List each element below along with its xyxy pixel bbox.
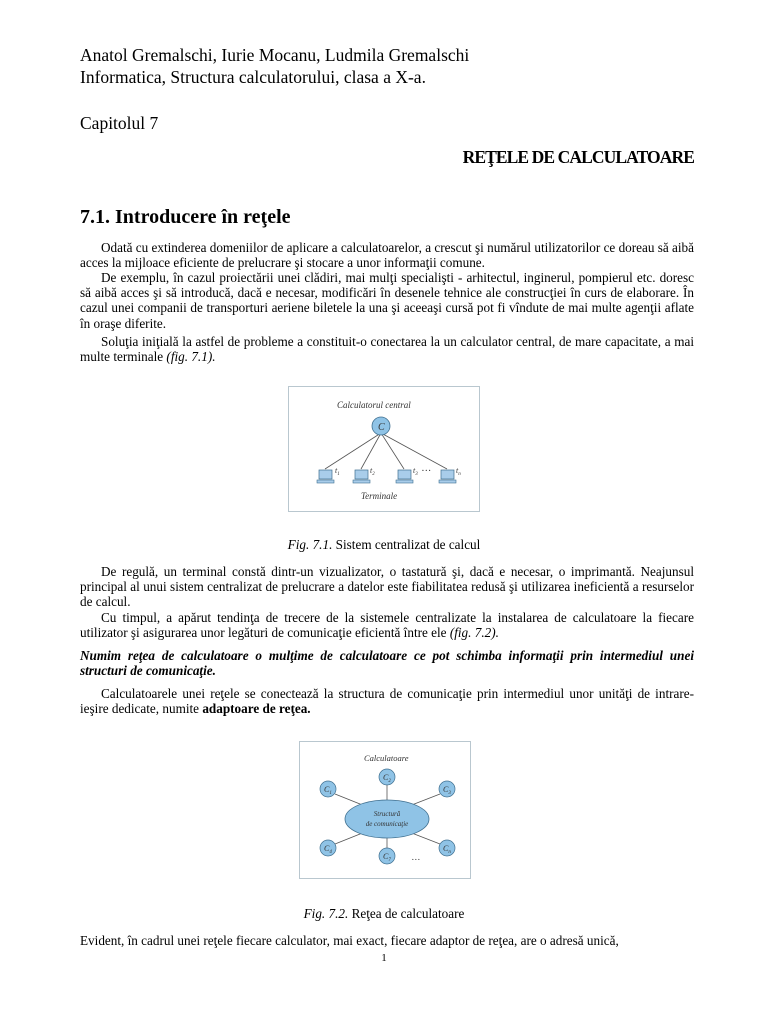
terminal-n-keyboard xyxy=(439,480,456,483)
figure-7-2-diagram xyxy=(299,741,471,879)
paragraph-7 xyxy=(80,686,694,716)
computer-node-2-sub: 2 xyxy=(388,779,391,784)
terminals-label: Terminale xyxy=(361,491,398,501)
terminal-n xyxy=(439,466,461,483)
figure-7-2-caption-text: Reţea de calculatoare xyxy=(351,906,465,921)
central-computer-label: Calculatorul central xyxy=(337,400,411,410)
figure-7-1-caption xyxy=(0,537,768,553)
terminal-2-letter: t xyxy=(370,466,373,475)
computer-node-3-sub: 3 xyxy=(448,791,451,796)
terminal-dots: … xyxy=(422,463,431,474)
centralized-system-svg xyxy=(289,387,479,511)
paragraph-2: De exemplu, în cazul proiectării unei clădiri, mai mulţi specialişti - arhitectul, inginerul, pompierul etc. doresc să aibă acces şi să introducă, dacă e necesar, modificări în desenele tehnice ale construcţiei în curs de elaborare. În cazul unei companii de transporturi aeriene biletele la una şi aceeaşi cursă pot fi vîndute de mai multe agenţii aflate în oraşe diferite. xyxy=(80,270,694,331)
terminal-n-letter: t xyxy=(456,466,459,475)
terminal-2-label xyxy=(370,466,375,477)
figure-7-1-caption-text: Sistem centralizat de calcul xyxy=(335,537,481,552)
terminal-1 xyxy=(317,466,340,483)
terminal-1-label xyxy=(335,466,340,477)
page-number: 1 xyxy=(381,952,387,964)
figure-7-1-diagram xyxy=(288,386,480,512)
terminal-3-label xyxy=(413,466,418,477)
computer-node-3 xyxy=(439,781,455,797)
figure-7-2-caption-number: Fig. 7.2. xyxy=(303,906,349,921)
paragraph-7-text: Calculatoarele unei reţele se conectează la structura de comunicaţie prin intermediul unor unităţi de intrare-ieşire dedicate, numite xyxy=(80,686,694,717)
computer-node-7-letter: C xyxy=(383,852,389,861)
computers-label: Calculatoare xyxy=(364,753,409,763)
fig-7-1-reference: (fig. 7.1). xyxy=(166,349,216,365)
computer-node-4-letter: C xyxy=(324,844,330,853)
terminal-1-letter: t xyxy=(335,466,338,475)
terminal-3-icon xyxy=(398,470,411,479)
figure-7-1-caption-number: Fig. 7.1. xyxy=(287,537,333,552)
computer-node-7 xyxy=(379,848,395,864)
header-subtitle: Informatica, Structura calculatorului, clasa a X-a. xyxy=(80,67,426,87)
terminal-1-keyboard xyxy=(317,480,334,483)
terminal-2 xyxy=(353,466,375,483)
computer-node-n-letter: C xyxy=(443,844,449,853)
paragraph-8: Evident, în cadrul unei reţele fiecare calculator, mai exact, fiecare adaptor de reţea, are o adresă unică, xyxy=(80,933,619,948)
terminal-2-keyboard xyxy=(353,480,370,483)
link-t1 xyxy=(325,433,381,469)
computer-node-2-letter: C xyxy=(383,773,389,782)
computer-node-n xyxy=(439,840,455,856)
chapter-label: Capitolul 7 xyxy=(80,113,159,133)
link-t2 xyxy=(361,433,381,469)
paragraph-3 xyxy=(80,334,694,364)
terminal-2-sub: 2 xyxy=(372,472,375,477)
computer-node-2 xyxy=(379,769,395,785)
computer-node-n-sub: n xyxy=(448,850,451,855)
terminal-3-letter: t xyxy=(413,466,416,475)
computer-network-svg xyxy=(300,742,470,878)
terminal-3 xyxy=(396,466,418,483)
computer-node-1-letter: C xyxy=(324,785,330,794)
link-tn xyxy=(381,433,447,469)
fig-7-2-reference: (fig. 7.2). xyxy=(449,625,499,641)
hub-label-line-2: de comunicaţie xyxy=(365,820,409,828)
paragraph-3-text: Soluţia iniţială la astfel de probleme a constituit-o conectarea la un calculator central, de mare capacitate, a mai multe terminale xyxy=(80,334,694,365)
network-adapters-term: adaptoare de reţea. xyxy=(202,701,311,717)
computer-node-4-sub: 4 xyxy=(329,850,332,855)
terminal-n-sub: n xyxy=(458,472,461,477)
paragraph-4: De regulă, un terminal constă dintr-un vizualizator, o tastatură şi, dacă e necesar, o imprimantă. Neajunsul principal al unui sistem centralizat de prelucrare a datelor este fiabilitatea redusă şi utilizarea ineficientă a resurselor de calcul. xyxy=(80,564,694,610)
terminal-1-sub: 1 xyxy=(337,472,340,477)
computer-node-1 xyxy=(320,781,336,797)
link-t3 xyxy=(381,433,404,469)
terminal-n-icon xyxy=(441,470,454,479)
terminal-3-keyboard xyxy=(396,480,413,483)
terminal-n-label xyxy=(456,466,461,477)
central-computer-letter: C xyxy=(378,422,385,433)
computer-node-1-sub: 1 xyxy=(329,791,332,796)
communication-structure-node xyxy=(345,800,429,838)
hub-label-line-1: Structură xyxy=(373,810,401,818)
header-authors: Anatol Gremalschi, Iurie Mocanu, Ludmila Gremalschi xyxy=(80,45,470,65)
terminal-2-icon xyxy=(355,470,368,479)
section-title: 7.1. Introducere în reţele xyxy=(80,206,291,228)
computer-node-4 xyxy=(320,840,336,856)
terminal-3-sub: 3 xyxy=(415,472,418,477)
computer-node-7-sub: 7 xyxy=(388,858,391,863)
terminal-1-icon xyxy=(319,470,332,479)
paragraph-5-text: Cu timpul, a apărut tendinţa de trecere de la sistemele centralizate la instalarea de calculatoare la fiecare utilizator şi asigurarea unor legături de comunicaţie eficientă între ele xyxy=(80,610,694,641)
chapter-title: REŢELE DE CALCULATOARE xyxy=(462,147,694,167)
paragraph-1: Odată cu extinderea domeniilor de aplicare a calculatoarelor, a crescut şi numărul utilizatorilor ce doreau să aibă acces la mijloace eficiente de prelucrare şi stocare a unor informaţii comune. xyxy=(80,240,694,271)
network-definition: Numim reţea de calculatoare o mulţime de calculatoare ce pot schimba informaţii prin intermediul unei structuri de comunicaţie. xyxy=(80,648,694,679)
computer-node-3-letter: C xyxy=(443,785,449,794)
figure-7-2-caption xyxy=(0,906,768,922)
computer-dots: … xyxy=(412,852,421,862)
paragraph-5 xyxy=(80,610,694,640)
